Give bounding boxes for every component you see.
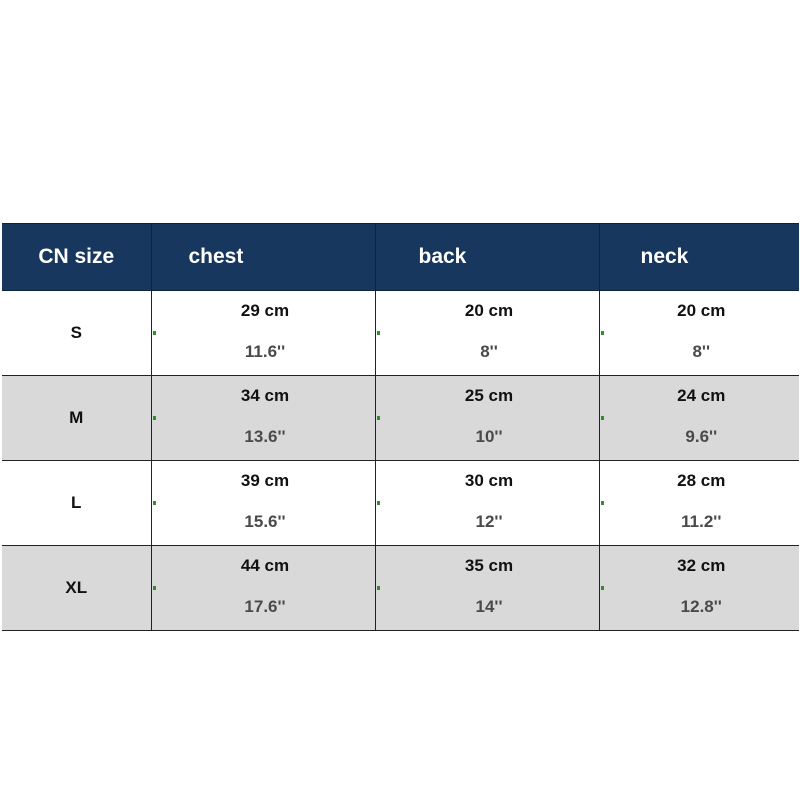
neck-cm: 28 cm [677,471,726,490]
chest-cm: 39 cm [240,471,290,490]
header-neck: neck [599,224,799,291]
cell-marker [153,416,156,420]
header-row [2,224,799,291]
back-cm: 30 cm [464,471,514,490]
chest-inch: 11.6'' [244,342,286,361]
size-label: XL [2,546,151,631]
table-row-m [2,376,799,461]
back-cm: 20 cm [464,301,514,320]
back-inch: 8'' [480,342,498,361]
neck-inch: 11.2'' [681,512,722,531]
chest-cell [151,291,375,376]
size-label: S [2,291,151,376]
back-cell [375,376,599,461]
back-inch: 12'' [475,512,503,531]
cell-marker [601,501,604,505]
table-body [2,291,799,631]
cell-marker [377,331,380,335]
neck-inch: 12.8'' [680,597,722,616]
back-inch: 14'' [475,597,503,616]
neck-inch: 8'' [692,342,711,361]
chest-cell [151,546,375,631]
back-inch: 10'' [475,427,503,446]
chest-cm: 34 cm [240,386,290,405]
header-back: back [375,224,599,291]
size-chart-table [2,223,799,631]
cell-marker [601,586,604,590]
header-chest: chest [151,224,375,291]
size-label: M [2,376,151,461]
neck-inch: 9.6'' [685,427,718,446]
chest-cell [151,376,375,461]
cell-marker [601,416,604,420]
neck-cm: 20 cm [677,301,726,320]
neck-cell [599,546,799,631]
cell-marker [153,586,156,590]
table-row-xl [2,546,799,631]
cell-marker [377,501,380,505]
size-label: L [2,461,151,546]
neck-cm: 32 cm [677,556,726,575]
cell-marker [377,586,380,590]
back-cell [375,546,599,631]
chest-cm: 44 cm [240,556,290,575]
neck-cell [599,291,799,376]
cell-marker [377,416,380,420]
neck-cm: 24 cm [677,386,726,405]
back-cm: 35 cm [464,556,514,575]
neck-cell [599,461,799,546]
neck-cell [599,376,799,461]
cell-marker [153,331,156,335]
back-cell [375,291,599,376]
table-header [2,224,799,291]
chest-inch: 13.6'' [244,427,286,446]
table-row-l [2,461,799,546]
chest-inch: 15.6'' [244,512,286,531]
chest-cell [151,461,375,546]
chest-inch: 17.6'' [244,597,286,616]
chest-cm: 29 cm [240,301,290,320]
header-cn-size: CN size [2,224,151,291]
cell-marker [601,331,604,335]
back-cell [375,461,599,546]
cell-marker [153,501,156,505]
back-cm: 25 cm [464,386,514,405]
table-row-s [2,291,799,376]
